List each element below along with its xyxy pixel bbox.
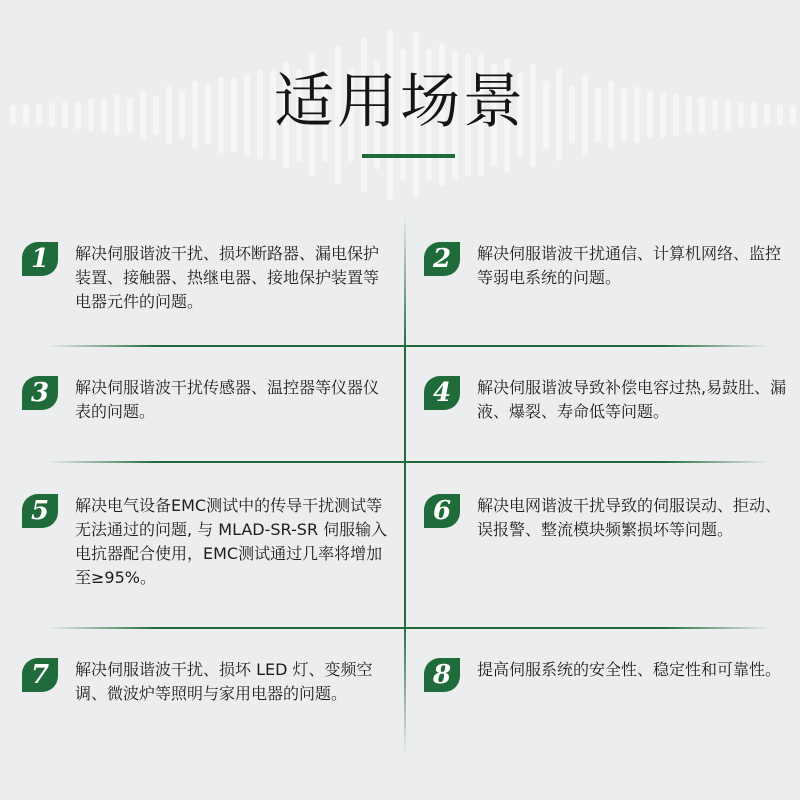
number-badge: 1 <box>22 242 58 276</box>
grid-divider-horizontal <box>48 461 770 463</box>
number-badge: 8 <box>424 658 460 692</box>
number-badge: 5 <box>22 494 58 528</box>
grid-divider-vertical <box>404 215 406 755</box>
number-badge: 7 <box>22 658 58 692</box>
title-underline <box>362 154 455 158</box>
scenario-text: 解决伺服谐波干扰、损坏断路器、漏电保护装置、接触器、热继电器、接地保护装置等电器元件的问题。 <box>75 244 380 311</box>
grid-divider-horizontal <box>48 627 770 629</box>
number-badge: 6 <box>424 494 460 528</box>
scenario-text: 解决电气设备EMC测试中的传导干扰测试等无法通过的问题, 与 MLAD-SR-SR 伺服输入电抗器配合使用，EMC测试通过几率将增加至≥95%。 <box>75 496 388 587</box>
scenario-text: 提高伺服系统的安全性、稳定性和可靠性。 <box>477 660 782 679</box>
scenario-text: 解决电网谐波干扰导致的伺服误动、拒动、误报警、整流模块频繁损坏等问题。 <box>477 496 782 539</box>
number-badge: 3 <box>22 376 58 410</box>
grid-divider-horizontal <box>48 345 770 347</box>
number-badge: 2 <box>424 242 460 276</box>
page-title: 适用场景 <box>274 67 526 137</box>
scenario-text: 解决伺服谐波干扰、损坏 LED 灯、变频空调、微波炉等照明与家用电器的问题。 <box>75 660 373 703</box>
scenario-text: 解决伺服谐波导致补偿电容过热,易鼓肚、漏液、爆裂、寿命低等问题。 <box>477 378 787 421</box>
number-badge: 4 <box>424 376 460 410</box>
scenario-text: 解决伺服谐波干扰通信、计算机网络、监控等弱电系统的问题。 <box>477 244 782 287</box>
scenario-text: 解决伺服谐波干扰传感器、温控器等仪器仪表的问题。 <box>75 378 380 421</box>
